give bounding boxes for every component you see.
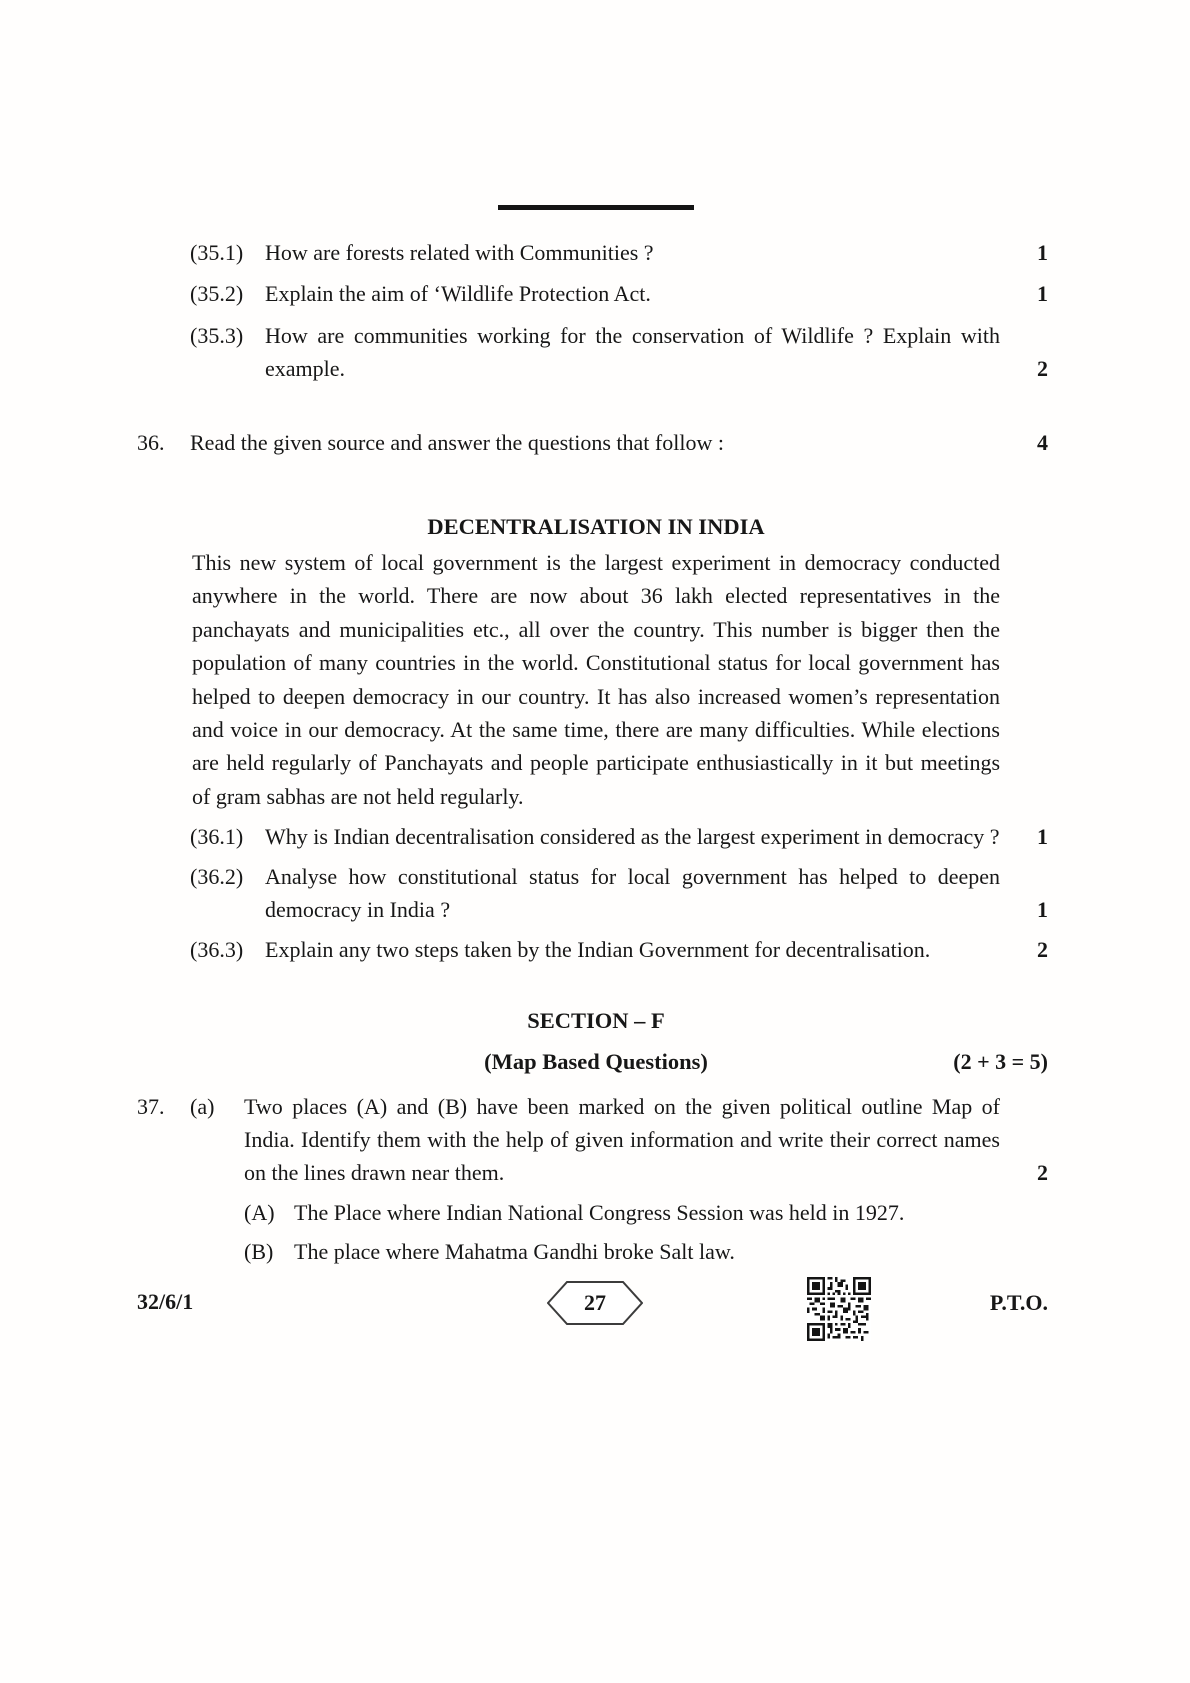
q37-row	[137, 1090, 1048, 1189]
part-label: (35.3)	[190, 323, 244, 348]
separator-rule	[498, 205, 694, 210]
q36-part-2-row	[137, 860, 1048, 926]
page-number: 27	[584, 1290, 606, 1316]
question-intro: Read the given source and answer the questions that follow :	[190, 430, 724, 455]
question-number: 37.	[137, 1094, 165, 1120]
marks-value: 2	[1037, 937, 1048, 963]
part-text: Why is Indian decentralisation considered as the largest experiment in democracy ?	[265, 824, 1000, 850]
q35-part-1-row	[137, 236, 1048, 269]
source-title: DECENTRALISATION IN INDIA	[427, 514, 765, 539]
q36-row	[137, 426, 1048, 459]
q35-part-2-row	[137, 277, 1048, 310]
subpart-text: The place where Mahatma Gandhi broke Salt law.	[294, 1239, 735, 1265]
separator-rule-wrap	[192, 186, 1000, 219]
q37-subpart-a-row	[137, 1196, 1048, 1229]
part-text: How are communities working for the conservation of Wildlife ? Explain with example.	[265, 323, 1000, 381]
marks-value: 1	[1037, 240, 1048, 265]
page-content	[137, 0, 1048, 1357]
section-f-subtitle-row	[192, 1045, 1048, 1078]
part-text: Explain the aim of ‘Wildlife Protection Act.	[265, 281, 651, 306]
marks-value: 2	[1037, 356, 1048, 381]
part-label: (a)	[190, 1094, 215, 1120]
part-label: (36.2)	[190, 864, 244, 890]
qr-code-icon	[803, 1277, 875, 1341]
marks-value: 1	[1037, 281, 1048, 306]
part-text: Explain any two steps taken by the Indian Government for decentralisation.	[265, 937, 931, 963]
q36-part-3-row	[137, 933, 1048, 966]
question-number: 36.	[137, 430, 165, 455]
page-number-hexagon	[547, 1280, 643, 1326]
marks-value: 4	[1037, 430, 1048, 455]
q36-part-1-row	[137, 820, 1048, 853]
question-text: Two places (A) and (B) have been marked on the given political outline Map of India. Identify them with the help of given information and write their correct names on the lines drawn near them.	[244, 1094, 1000, 1186]
marks-value: 1	[1037, 824, 1048, 850]
part-label: (36.3)	[190, 937, 244, 963]
marks-value: 2	[1037, 1160, 1048, 1186]
pto-label: P.T.O.	[989, 1290, 1048, 1316]
q37-subpart-b-row	[137, 1235, 1048, 1268]
part-text: How are forests related with Communities ?	[265, 240, 654, 265]
subpart-label: (A)	[244, 1200, 275, 1226]
part-label: (36.1)	[190, 824, 244, 850]
section-f-title: SECTION – F	[527, 1008, 665, 1034]
q35-part-3-row	[137, 319, 1048, 385]
part-text: Analyse how constitutional status for local government has helped to deepen democracy in India ?	[265, 864, 1000, 923]
marks-value: 1	[1037, 897, 1048, 923]
source-paragraph: This new system of local government is the largest experiment in democracy conducted anywhere in the world. There are now about 36 lakh elected representatives in the panchayats and municipalities etc., all over the country. This number is bigger then the population of many countries in the world. Constitutional status for local government has helped to deepen democracy in our country. It has also increased women’s representation and voice in our democracy. At the same time, there are many difficulties. While elections are held regularly of Panchayats and people participate enthusiastically in it but meetings of gram sabhas are not held regularly.	[192, 550, 1000, 809]
section-f-subtitle: (Map Based Questions)	[484, 1049, 708, 1075]
part-label: (35.1)	[190, 240, 244, 265]
page-footer	[137, 1277, 1048, 1357]
paper-code: 32/6/1	[137, 1289, 194, 1315]
subpart-label: (B)	[244, 1239, 274, 1265]
part-label: (35.2)	[190, 281, 244, 306]
section-f-marks-scheme: (2 + 3 = 5)	[953, 1049, 1048, 1075]
subpart-text: The Place where Indian National Congress Session was held in 1927.	[294, 1200, 905, 1226]
